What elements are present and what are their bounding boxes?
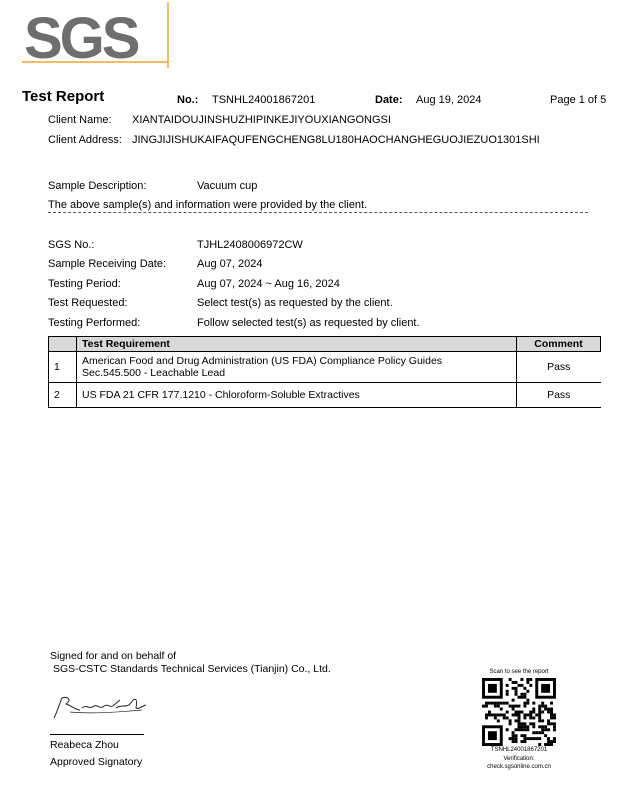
receiving-date-value: Aug 07, 2024 xyxy=(197,258,263,270)
signed-on-behalf: Signed for and on behalf of xyxy=(50,650,177,662)
sample-description-value: Vacuum cup xyxy=(197,180,258,192)
client-name-label: Client Name: xyxy=(48,114,112,126)
test-requested-value: Select test(s) as requested by the client. xyxy=(197,297,393,309)
qr-report-no: TSNHL24001867201 xyxy=(490,747,548,753)
company-name: SGS-CSTC Standards Technical Services (Tianjin) Co., Ltd. xyxy=(53,663,331,675)
report-no-value: TSNHL24001867201 xyxy=(212,94,316,106)
table-header-comment: Comment xyxy=(517,337,601,352)
sample-description-label: Sample Description: xyxy=(48,180,147,192)
sgs-no-value: TJHL2408006972CW xyxy=(197,239,303,251)
qr-caption: Scan to see the report xyxy=(489,669,549,675)
row-number: 1 xyxy=(49,352,77,383)
logo-text: SGS xyxy=(24,6,138,70)
handwritten-signature xyxy=(50,688,150,724)
row-comment: Pass xyxy=(517,383,601,408)
table-row xyxy=(49,352,601,383)
sample-note: The above sample(s) and information were provided by the client. xyxy=(48,199,368,211)
row-requirement xyxy=(77,383,517,408)
testing-period-value: Aug 07, 2024 ~ Aug 16, 2024 xyxy=(197,278,340,290)
date-label: Date: xyxy=(375,94,403,106)
test-requirement-table xyxy=(48,336,601,408)
sgs-no-label: SGS No.: xyxy=(48,239,95,251)
table-header-requirement: Test Requirement xyxy=(77,337,517,352)
row-comment: Pass xyxy=(517,352,601,383)
table-header-row xyxy=(49,337,601,352)
page-number: Page 1 of 5 xyxy=(550,94,607,106)
client-address-label: Client Address: xyxy=(48,134,122,146)
client-name-value: XIANTAIDOUJINSHUZHIPINKEJIYOUXIANGONGSI xyxy=(132,114,391,126)
qr-verification-label: Verification: xyxy=(503,756,535,762)
testing-period-label: Testing Period: xyxy=(48,278,121,290)
testing-performed-value: Follow selected test(s) as requested by client. xyxy=(197,317,420,329)
requirement-line: American Food and Drug Administration (US FDA) Compliance Policy Guides xyxy=(82,355,443,367)
requirement-line: US FDA 21 CFR 177.1210 - Chloroform-Soluble Extractives xyxy=(82,389,360,401)
signatory-name: Reabeca Zhou xyxy=(50,739,119,751)
dashed-divider xyxy=(48,212,588,214)
report-title: Test Report xyxy=(22,88,105,105)
signatory-role: Approved Signatory xyxy=(50,756,143,768)
date-value: Aug 19, 2024 xyxy=(416,94,482,106)
row-number: 2 xyxy=(49,383,77,408)
sgs-logo xyxy=(22,2,172,70)
client-address-value: JINGJIJISHUKAIFAQUFENGCHENG8LU180HAOCHANGHEGUOJIEZUO1301SHI xyxy=(132,134,540,146)
qr-code[interactable] xyxy=(482,678,556,746)
test-requested-label: Test Requested: xyxy=(48,297,128,309)
qr-verification-site: check.sgsonline.com.cn xyxy=(487,764,551,770)
requirement-line: Sec.545.500 - Leachable Lead xyxy=(82,367,226,379)
receiving-date-label: Sample Receiving Date: xyxy=(48,258,167,270)
table-row xyxy=(49,383,601,408)
signature-line xyxy=(50,734,144,735)
report-no-label: No.: xyxy=(177,94,199,106)
table-header-no xyxy=(49,337,77,352)
row-requirement xyxy=(77,352,517,383)
testing-performed-label: Testing Performed: xyxy=(48,317,141,329)
